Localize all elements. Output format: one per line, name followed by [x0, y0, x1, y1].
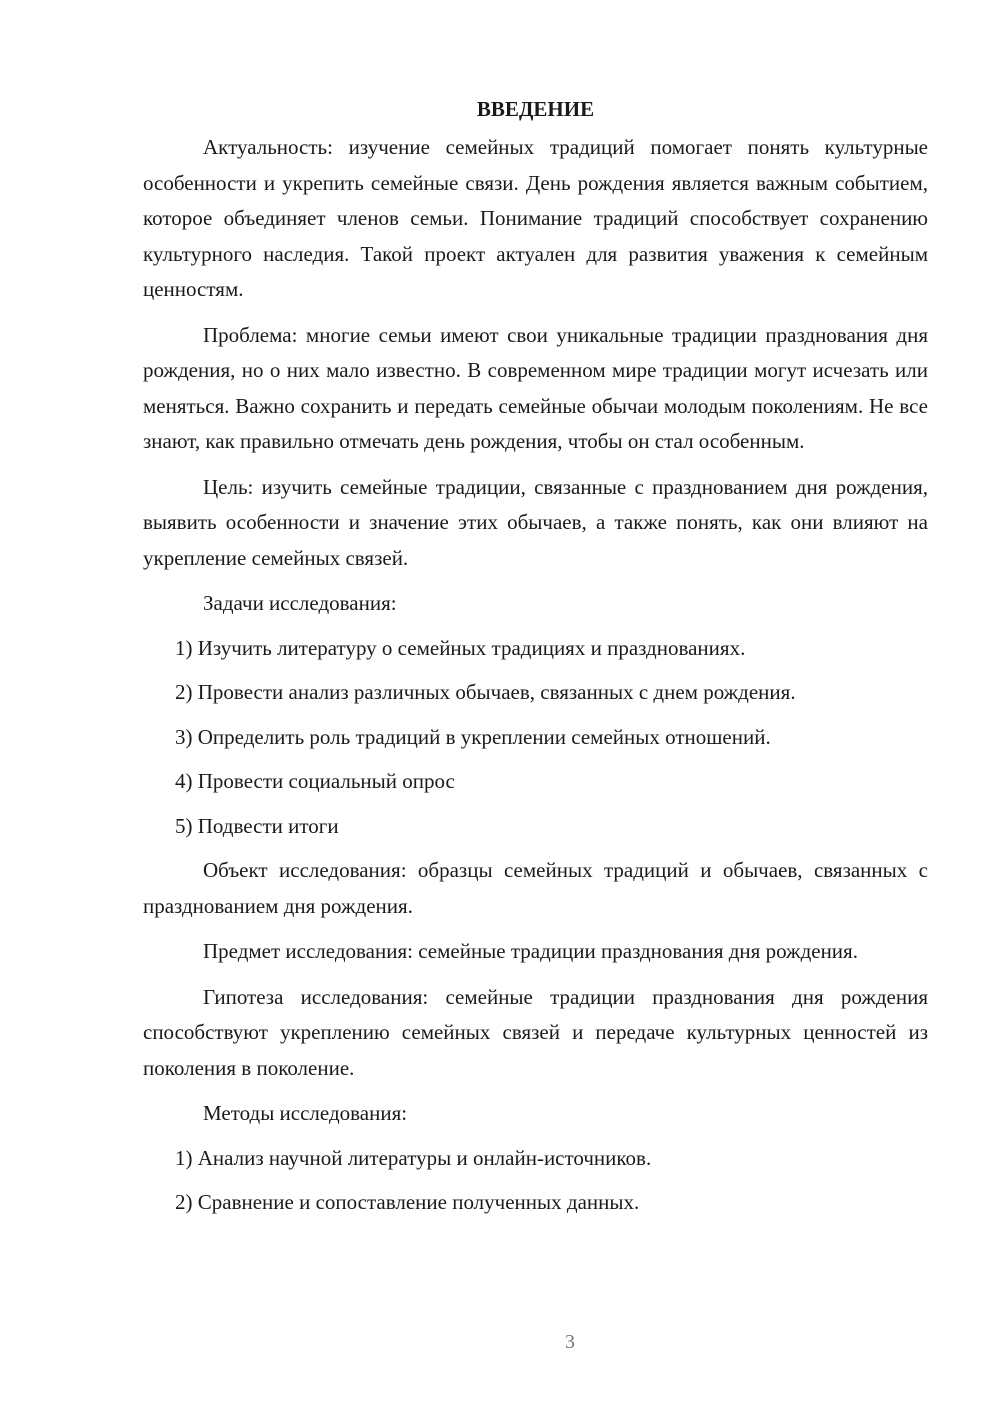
method-item: 2) Сравнение и сопоставление полученных данных.: [175, 1190, 640, 1214]
hypothesis-paragraph: Гипотеза исследования: семейные традиции празднования дня рождения способствуют укреплению семейных связей и передаче культурных ценностей из поколения в поколение.: [143, 984, 928, 1080]
object-paragraph: Объект исследования: образцы семейных традиций и обычаев, связанных с празднованием дня рождения.: [143, 858, 928, 918]
task-item: 5) Подвести итоги: [175, 813, 339, 838]
goal-paragraph: Цель: изучить семейные традиции, связанные с празднованием дня рождения, выявить особенности и значение этих обычаев, а также понять, как они влияют на укрепление семейных связей.: [143, 474, 928, 570]
task-item: 4) Провести социальный опрос: [175, 769, 455, 793]
page-title: ВВЕДЕНИЕ: [476, 97, 595, 121]
method-item: 1) Анализ научной литературы и онлайн-источников.: [175, 1145, 652, 1170]
problem-paragraph: Проблема: многие семьи имеют свои уникальные традиции празднования дня рождения, но о них мало известно. В современном мире традиции могут исчезать или меняться. Важно сохранить и передать семейные обычаи молодым поколениям. Не все знают, как правильно отмечать день рождения, чтобы он стал особенным.: [143, 322, 928, 453]
document-page: [143, 92, 928, 1230]
tasks-heading: Задачи исследования:: [203, 591, 397, 615]
methods-heading: Методы исследования:: [203, 1101, 408, 1125]
page-number: 3: [565, 1331, 575, 1353]
actuality-paragraph: Актуальность: изучение семейных традиций помогает понять культурные особенности и укрепить семейные связи. День рождения является важным событием, которое объединяет членов семьи. Понимание традиций способствует сохранению культурного наследия. Такой проект актуален для развития уважения к семейным ценностям.: [143, 135, 928, 301]
task-item: 2) Провести анализ различных обычаев, связанных с днем рождения.: [175, 680, 796, 704]
task-item: 3) Определить роль традиций в укреплении семейных отношений.: [175, 724, 771, 749]
subject-paragraph: Предмет исследования: семейные традиции празднования дня рождения.: [203, 939, 858, 963]
task-item: 1) Изучить литературу о семейных традициях и празднованиях.: [175, 635, 746, 660]
